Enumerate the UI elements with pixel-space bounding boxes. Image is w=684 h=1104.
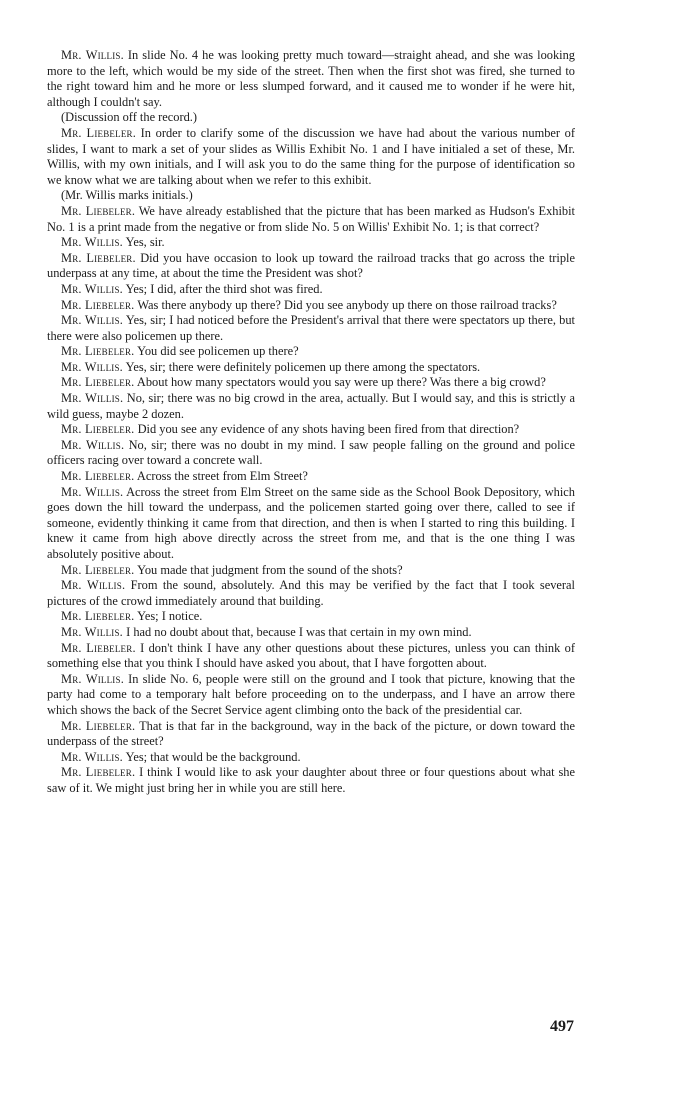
speaker-name: Mr. Willis.	[61, 313, 124, 328]
paragraph-text: About how many spectators would you say were up there? Was there a big crowd?	[136, 375, 546, 390]
transcript-paragraph	[47, 438, 575, 469]
speaker-name: Mr. Willis.	[61, 578, 126, 593]
transcript-paragraph	[47, 563, 575, 579]
paragraph-text: Yes; that would be the background.	[125, 749, 301, 764]
transcript-page	[47, 48, 575, 797]
transcript-paragraph	[47, 344, 575, 360]
transcript-paragraph	[47, 375, 575, 391]
speaker-name: Mr. Liebeler.	[61, 250, 136, 265]
speaker-name: Mr. Willis.	[61, 437, 125, 452]
speaker-name: Mr. Liebeler.	[61, 562, 135, 577]
speaker-name: Mr. Willis.	[61, 391, 124, 406]
paragraph-text: Yes, sir; there were definitely policemen up there among the spectators.	[125, 359, 481, 374]
transcript-paragraph	[47, 641, 575, 672]
paragraph-text: We have already established that the picture that has been marked as Hudson's Exhibit No. 1 is a print made from the negative or from slide No. 5 on Willis' Exhibit No. 1; is that correct?	[47, 203, 575, 234]
paragraph-text: Across the street from Elm Street on the same side as the School Book Depository, which goes down the hill toward the underpass, and the policemen started going over there, called to see if someone, evidently thinking it came from that direction, and then is when I started to ring this building. I knew it came from high above directly across the street from me, and that is the one thing I was absolutely positive about.	[47, 484, 576, 561]
paragraph-text: Yes, sir.	[125, 235, 165, 250]
paragraph-text: I don't think I have any other questions about these pictures, unless you can think of something else that you think I should have asked you about, that I have forgotten about.	[47, 640, 575, 671]
transcript-paragraph	[47, 625, 575, 641]
speaker-name: Mr. Willis.	[61, 749, 123, 764]
paragraph-text: Yes; I notice.	[137, 609, 203, 624]
speaker-name: Mr. Liebeler.	[61, 344, 135, 359]
transcript-paragraph	[47, 282, 575, 298]
speaker-name: Mr. Willis.	[61, 235, 123, 250]
speaker-name: Mr. Liebeler.	[61, 125, 137, 140]
transcript-paragraph	[47, 298, 575, 314]
speaker-name: Mr. Willis.	[61, 281, 123, 296]
transcript-paragraph	[47, 750, 575, 766]
transcript-paragraph	[47, 422, 575, 438]
paragraph-text: You did see policemen up there?	[137, 344, 299, 359]
speaker-name: Mr. Willis.	[61, 359, 123, 374]
speaker-name: Mr. Liebeler.	[61, 718, 136, 733]
speaker-name: Mr. Liebeler.	[61, 203, 136, 218]
transcript-paragraph	[47, 672, 575, 719]
speaker-name: Mr. Willis.	[61, 48, 124, 62]
paragraph-text: (Mr. Willis marks initials.)	[61, 188, 193, 203]
paragraph-text: No, sir; there was no doubt in my mind. I saw people falling on the ground and police officers racing over toward a concrete wall.	[47, 437, 575, 468]
paragraph-text: Yes; I did, after the third shot was fired.	[125, 281, 323, 296]
transcript-paragraph	[47, 360, 575, 376]
transcript-paragraph	[47, 48, 575, 110]
transcript-note	[47, 110, 575, 126]
transcript-paragraph	[47, 204, 575, 235]
paragraph-text: I think I would like to ask your daughter about three or four questions about what she saw of it. We might just bring her in while you are still here.	[47, 765, 575, 795]
speaker-name: Mr. Liebeler.	[61, 422, 135, 437]
paragraph-text: In slide No. 6, people were still on the ground and I took that picture, knowing that the party had come to a temporary halt before proceeding on to the underpass, and I have an arrow there which shows the back of the Secret Service agent climbing onto the back of the presidential car.	[47, 671, 575, 717]
speaker-name: Mr. Liebeler.	[61, 609, 135, 624]
speaker-name: Mr. Willis.	[61, 671, 125, 686]
paragraph-text: In slide No. 4 he was looking pretty much toward—straight ahead, and she was looking more to the left, which would be my side of the street. Then when the first shot was fired, she turned to the right toward him and he more or less slumped forward, and it caused me to wonder if he were hit, although I couldn't say.	[47, 48, 575, 109]
page-number: 497	[550, 1018, 574, 1035]
transcript-paragraph	[47, 469, 575, 485]
paragraph-text: That is that far in the background, way in the back of the picture, or down toward the underpass of the street?	[47, 718, 575, 749]
transcript-paragraph	[47, 609, 575, 625]
transcript-paragraph	[47, 719, 575, 750]
transcript-paragraph	[47, 126, 575, 188]
paragraph-text: Did you see any evidence of any shots having been fired from that direction?	[137, 422, 520, 437]
paragraph-text: From the sound, absolutely. And this may be verified by the fact that I took several pictures of the crowd immediately around that building.	[47, 578, 575, 608]
speaker-name: Mr. Willis.	[61, 624, 123, 639]
paragraph-text: Yes, sir; I had noticed before the President's arrival that there were spectators up there, but there were also policemen up there.	[47, 313, 575, 343]
speaker-name: Mr. Liebeler.	[61, 640, 136, 655]
speaker-name: Mr. Liebeler.	[61, 375, 135, 390]
transcript-paragraph	[47, 578, 575, 609]
transcript-note	[47, 188, 575, 204]
transcript-paragraph	[47, 251, 575, 282]
speaker-name: Mr. Liebeler.	[61, 765, 136, 780]
paragraph-text: No, sir; there was no big crowd in the area, actually. But I would say, and this is strictly a wild guess, maybe 2 dozen.	[47, 391, 575, 421]
paragraph-text: I had no doubt about that, because I was that certain in my own mind.	[126, 624, 472, 639]
paragraph-text: In order to clarify some of the discussion we have had about the various number of slides, I want to mark a set of your slides as Willis Exhibit No. 1 and I have initialed a set of these, Mr. Willis, with my own initials, and I will ask you to do the same thing for the purpose of identification so we know what we are talking about when we refer to this exhibit.	[47, 125, 575, 187]
paragraph-text: Across the street from Elm Street?	[136, 469, 308, 484]
transcript-paragraph	[47, 765, 575, 796]
transcript-paragraph	[47, 313, 575, 344]
transcript-paragraph	[47, 391, 575, 422]
paragraph-text: Was there anybody up there? Did you see anybody up there on those railroad tracks?	[137, 297, 557, 312]
paragraph-text: Did you have occasion to look up toward the railroad tracks that go across the triple underpass at any time, at about the time the President was shot?	[47, 250, 575, 281]
speaker-name: Mr. Willis.	[61, 484, 124, 499]
transcript-paragraph	[47, 235, 575, 251]
transcript-paragraph	[47, 485, 575, 563]
speaker-name: Mr. Liebeler.	[61, 297, 135, 312]
paragraph-text: You made that judgment from the sound of the shots?	[137, 562, 403, 577]
paragraph-text: (Discussion off the record.)	[61, 110, 198, 125]
speaker-name: Mr. Liebeler.	[61, 469, 135, 484]
